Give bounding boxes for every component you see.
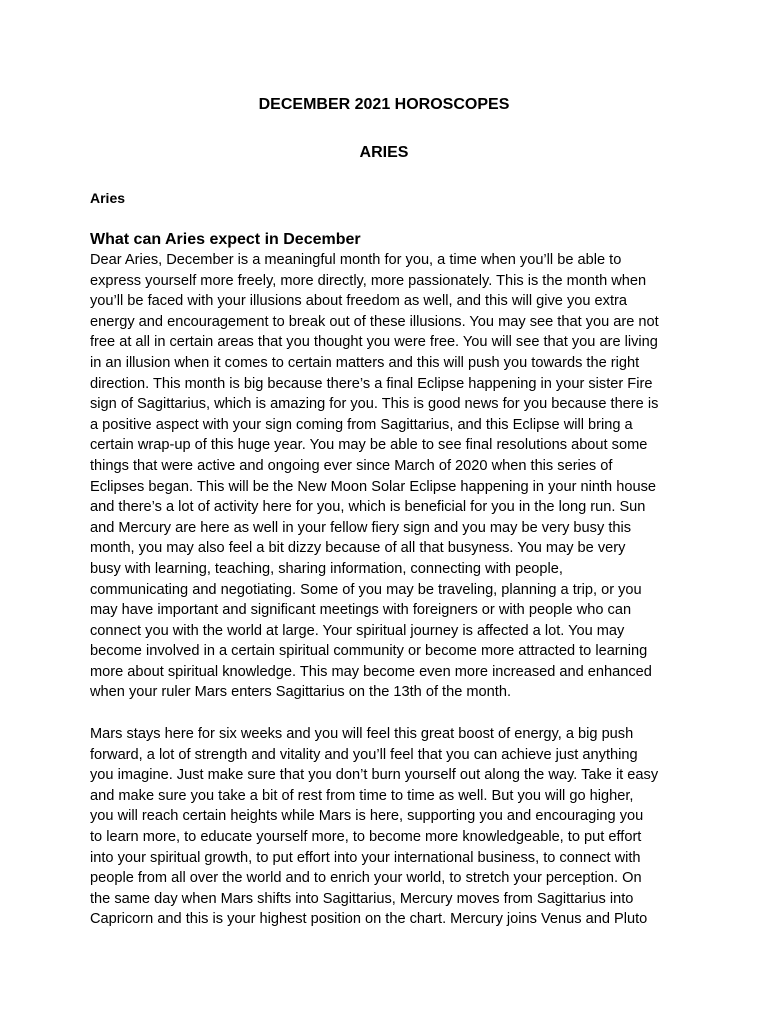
sign-title: ARIES: [359, 144, 409, 161]
paragraph-line: a positive aspect with your sign coming from Sagittarius, and this Eclipse will bring a: [90, 416, 633, 433]
paragraph-line: Mars stays here for six weeks and you will feel this great boost of energy, a big push: [90, 726, 634, 742]
paragraph-1: [90, 250, 690, 703]
paragraph-line: the same day when Mars shifts into Sagittarius, Mercury moves from Sagittarius into: [90, 890, 634, 907]
paragraph-line: things that were active and ongoing ever since March of 2020 when this series of: [90, 457, 613, 474]
paragraph-line: certain wrap-up of this huge year. You may be able to see final resolutions about some: [90, 437, 648, 454]
paragraph-line: connect you with the world at large. Your spiritual journey is affected a lot. You may: [90, 622, 625, 639]
paragraph-line: express yourself more freely, more directly, more passionately. This is the month when: [90, 272, 647, 289]
paragraph-line: people from all over the world and to enrich your world, to stretch your perception. On: [90, 870, 642, 887]
paragraph-line: energy and encouragement to break out of these illusions. You may see that you are not: [90, 313, 659, 330]
paragraph-line: you’ll be faced with your illusions about freedom as well, and this will give you extra: [90, 293, 627, 310]
paragraph-line: communicating and negotiating. Some of you may be traveling, planning a trip, or you: [90, 581, 642, 598]
paragraph-line: and make sure you take a bit of rest from time to time as well. But you will go higher,: [90, 787, 634, 804]
document-title: DECEMBER 2021 HOROSCOPES: [258, 96, 510, 113]
paragraph-line: into your spiritual growth, to put effort into your international business, to connect with: [90, 849, 641, 866]
paragraph-line: in an illusion when it comes to certain matters and this will push you towards the right: [90, 354, 640, 371]
paragraph-line: forward, a lot of strength and vitality and you’ll feel that you can achieve just anything: [90, 746, 638, 763]
sign-label: Aries: [90, 190, 126, 206]
paragraph-line: you will reach certain heights while Mars is here, supporting you and encouraging you: [90, 808, 644, 825]
paragraph-line: and there’s a lot of activity here for you, which is beneficial for you in the long run. Sun: [90, 499, 646, 516]
paragraph-line: free at all in certain areas that you thought you were free. You will see that you are living: [90, 334, 658, 351]
paragraph-line: Capricorn and this is your highest position on the chart. Mercury joins Venus and Pluto: [90, 911, 648, 928]
paragraph-line: become involved in a certain spiritual community or become more attracted to learning: [90, 643, 648, 660]
paragraph-line: you imagine. Just make sure that you don’t burn yourself out along the way. Take it easy: [90, 767, 659, 784]
paragraph-line: month, you may also feel a bit dizzy because of all that busyness. You may be very: [90, 540, 626, 557]
paragraph-2: [90, 724, 690, 930]
paragraph-line: may have important and significant meetings with foreigners or with people who can: [90, 602, 632, 619]
paragraph-line: when your ruler Mars enters Sagittarius on the 13th of the month.: [90, 684, 512, 701]
paragraph-line: more about spiritual knowledge. This may become even more increased and enhanced: [90, 663, 652, 680]
paragraph-line: Dear Aries, December is a meaningful month for you, a time when you’ll be able to: [90, 252, 622, 268]
paragraph-line: and Mercury are here as well in your fellow fiery sign and you may be very busy this: [90, 519, 632, 536]
paragraph-line: busy with learning, teaching, sharing information, connecting with people,: [90, 560, 563, 577]
paragraph-line: sign of Sagittarius, which is amazing for you. This is good news for you because there is: [90, 396, 659, 413]
paragraph-line: direction. This month is big because there’s a final Eclipse happening in your sister Fire: [90, 375, 653, 392]
paragraph-line: to learn more, to educate yourself more, to become more knowledgeable, to put effort: [90, 828, 642, 845]
paragraph-line: Eclipses began. This will be the New Moon Solar Eclipse happening in your ninth house: [90, 478, 656, 495]
section-heading: What can Aries expect in December: [90, 231, 361, 248]
